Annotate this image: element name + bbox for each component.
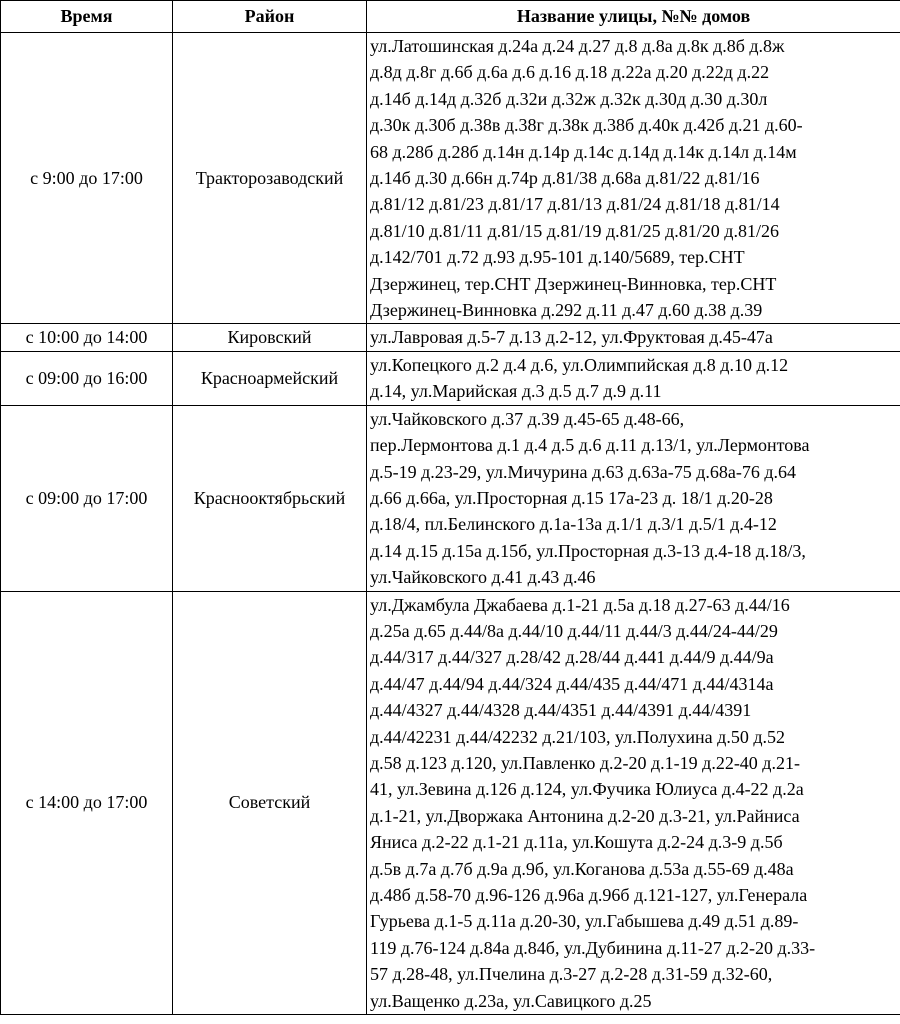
streets-line: ул.Копецкого д.2 д.4 д.6, ул.Олимпийская д.8 д.10 д.12: [370, 354, 789, 375]
district-cell: Красноармейский: [173, 351, 367, 405]
streets-line: д.14 д.15 д.15а д.15б, ул.Просторная д.3-13 д.4-18 д.18/3,: [370, 540, 806, 561]
time-cell: с 10:00 до 14:00: [1, 324, 173, 351]
time-cell: с 09:00 до 16:00: [1, 351, 173, 405]
streets-line: д.14, ул.Марийская д.3 д.5 д.7 д.9 д.11: [370, 381, 662, 402]
district-cell: Тракторозаводский: [173, 33, 367, 324]
table-row: [1, 33, 900, 324]
district-cell: Советский: [173, 591, 367, 1015]
district-cell: Краснооктябрьский: [173, 405, 367, 591]
streets-line: 41, ул.Зевина д.126 д.124, ул.Фучика Юлиуса д.4-22 д.2а: [370, 779, 804, 800]
streets-line: Гурьева д.1-5 д.11а д.20-30, ул.Габышева д.49 д.51 д.89-: [370, 911, 799, 932]
streets-line: ул.Ващенко д.23а, ул.Савицкого д.25: [370, 990, 652, 1011]
streets-line: 119 д.76-124 д.84а д.84б, ул.Дубинина д.11-27 д.2-20 д.33-: [370, 937, 816, 958]
streets-line: ул.Чайковского д.41 д.43 д.46: [370, 567, 596, 588]
streets-line: д.5-19 д.23-29, ул.Мичурина д.63 д.63а-75 д.68а-76 д.64: [370, 461, 797, 482]
streets-cell: [367, 324, 900, 351]
table-row: [1, 324, 900, 351]
streets-line: д.44/42231 д.44/42232 д.21/103, ул.Полухина д.50 д.52: [370, 726, 785, 747]
streets-line: Дзержинец-Винновка д.292 д.11 д.47 д.60 д.38 д.39: [370, 300, 763, 321]
header-district: Район: [173, 1, 367, 33]
table-row: [1, 351, 900, 405]
table-row: [1, 405, 900, 591]
streets-line: д.142/701 д.72 д.93 д.95-101 д.140/5689, тер.СНТ: [370, 247, 745, 268]
time-cell: с 14:00 до 17:00: [1, 591, 173, 1015]
streets-line: д.14б д.14д д.32б д.32и д.32ж д.32к д.30д д.30 д.30л: [370, 88, 768, 109]
streets-line: Дзержинец, тер.СНТ Дзержинец-Винновка, тер.СНТ: [370, 273, 777, 294]
streets-line: ул.Латошинская д.24а д.24 д.27 д.8 д.8а д.8к д.8б д.8ж: [370, 36, 785, 56]
streets-line: 57 д.28-48, ул.Пчелина д.3-27 д.2-28 д.31-59 д.32-60,: [370, 964, 773, 985]
time-cell: с 9:00 до 17:00: [1, 33, 173, 324]
streets-line: д.5в д.7а д.7б д.9а д.9б, ул.Коганова д.53а д.55-69 д.48а: [370, 858, 794, 879]
streets-line: д.66 д.66а, ул.Просторная д.15 17а-23 д. 18/1 д.20-28: [370, 487, 773, 508]
streets-line: пер.Лермонтова д.1 д.4 д.5 д.6 д.11 д.13/1, ул.Лермонтова: [370, 435, 810, 456]
streets-line: д.44/317 д.44/327 д.28/42 д.28/44 д.441 д.44/9 д.44/9а: [370, 647, 774, 668]
streets-line: д.14б д.30 д.66н д.74р д.81/38 д.68а д.81/22 д.81/16: [370, 168, 760, 189]
streets-line: ул.Джамбула Джабаева д.1-21 д.5а д.18 д.27-63 д.44/16: [370, 594, 790, 615]
streets-line: ул.Лавровая д.5-7 д.13 д.2-12, ул.Фруктовая д.45-47а: [370, 327, 773, 348]
streets-cell: [367, 405, 900, 591]
streets-line: д.18/4, пл.Белинского д.1а-13а д.1/1 д.3/1 д.5/1 д.4-12: [370, 514, 777, 535]
streets-line: ул.Чайковского д.37 д.39 д.45-65 д.48-66,: [370, 408, 685, 429]
streets-line: 68 д.28б д.28б д.14н д.14р д.14с д.14д д.14к д.14л д.14м: [370, 141, 797, 162]
streets-line: д.48б д.58-70 д.96-126 д.96а д.96б д.121-127, ул.Генерала: [370, 885, 808, 905]
streets-line: д.81/10 д.81/11 д.81/15 д.81/19 д.81/25 д.81/20 д.81/26: [370, 220, 779, 241]
streets-line: д.8д д.8г д.6б д.6а д.6 д.16 д.18 д.22а д.20 д.22д д.22: [370, 62, 770, 83]
streets-line: д.81/12 д.81/23 д.81/17 д.81/13 д.81/24 д.81/18 д.81/14: [370, 194, 780, 215]
streets-cell: [367, 33, 900, 324]
header-row: [1, 1, 900, 33]
streets-line: Яниса д.2-22 д.1-21 д.11а, ул.Кошута д.2-24 д.3-9 д.5б: [370, 832, 783, 853]
table-row: [1, 591, 900, 1015]
streets-cell: [367, 351, 900, 405]
streets-line: д.44/47 д.44/94 д.44/324 д.44/435 д.44/471 д.44/4314а: [370, 673, 774, 694]
header-time: Время: [1, 1, 173, 33]
district-cell: Кировский: [173, 324, 367, 351]
streets-line: д.44/4327 д.44/4328 д.44/4351 д.44/4391 д.44/4391: [370, 700, 752, 721]
streets-line: д.58 д.123 д.120, ул.Павленко д.2-20 д.1-19 д.22-40 д.21-: [370, 752, 800, 773]
streets-cell: [367, 591, 900, 1015]
time-cell: с 09:00 до 17:00: [1, 405, 173, 591]
streets-line: д.25а д.65 д.44/8а д.44/10 д.44/11 д.44/3 д.44/24-44/29: [370, 620, 778, 641]
header-streets: Название улицы, №№ домов: [367, 1, 900, 33]
streets-line: д.30к д.30б д.38в д.38г д.38к д.38б д.40к д.42б д.21 д.60-: [370, 115, 803, 136]
streets-line: д.1-21, ул.Дворжака Антонина д.2-20 д.3-21, ул.Райниса: [370, 805, 800, 826]
